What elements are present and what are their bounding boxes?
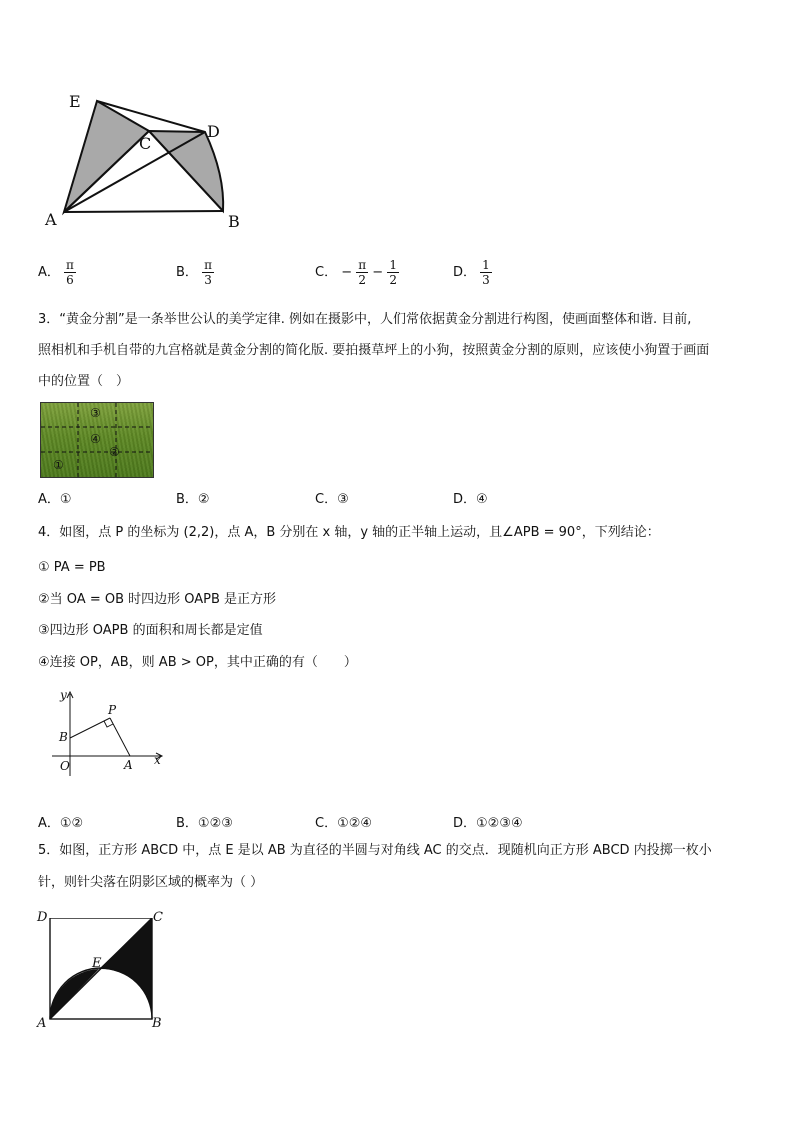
q5-text-line-1: 5．如图，正方形 ABCD 中，点 E 是以 AB 为直径的半圆与对角线 AC 的交点．现随机向正方形 ABCD 内投掷一枚小 [38,843,712,858]
q4-option-b[interactable]: B．①②③ [176,816,233,831]
q5-label-c: C [153,910,163,925]
q2-option-a-fraction: $\frac{\pi}{6}$ [66,258,74,287]
q4-label-x: x [154,753,161,767]
q4-option-c[interactable]: C．①②④ [315,816,373,831]
q2-option-a[interactable]: A． $\frac{\pi}{6}$ [38,258,74,287]
q3-text-line-3: 中的位置（ ） [38,374,130,389]
q4-statement-1: ① PA = PB [38,560,106,575]
q3-marker-2: ② [109,445,120,459]
q4-label-a: A [124,758,133,772]
q4-text-line-1: 4．如图，点 P 的坐标为 (2,2)，点 A，B 分别在 x 轴，y 轴的正半轴上运动，且∠APB = 90°，下列结论： [38,525,660,540]
q2-option-c-fraction-1: $\frac{\pi}{2}$ [358,258,367,287]
q5-label-e: E [92,956,102,971]
q4-statement-4: ④连接 OP，AB，则 AB > OP，其中正确的有（ ） [38,655,357,670]
q5-label-a: A [37,1016,47,1031]
q2-option-b-fraction: $\frac{\pi}{3}$ [204,258,212,287]
q2-label-c: C [139,134,152,153]
q3-option-a[interactable]: A．① [38,492,72,507]
q2-label-d: D [207,122,220,141]
q3-marker-4: ④ [90,432,101,446]
q5-label-b: B [152,1016,162,1031]
q3-marker-3: ③ [90,406,101,420]
q3-option-c[interactable]: C．③ [315,492,349,507]
q2-option-d[interactable]: D． $\frac{1}{3}$ [453,258,490,287]
q2-option-d-fraction: $\frac{1}{3}$ [482,258,490,287]
q3-text-line-2: 照相机和手机自带的九宫格就是黄金分割的简化版. 要拍摄草坪上的小狗，按照黄金分割的原则，应该使小狗置于画面 [38,343,710,358]
q4-statement-2: ②当 OA = OB 时四边形 OAPB 是正方形 [38,592,277,607]
q2-option-b[interactable]: B． $\frac{\pi}{3}$ [176,258,212,287]
q2-shaded-triangle [64,101,152,212]
q2-option-c-fraction-2: $\frac{1}{2}$ [389,258,397,287]
q5-label-d: D [37,910,48,925]
q4-statement-3: ③四边形 OAPB 的面积和周长都是定值 [38,623,263,638]
q2-label-e: E [69,92,81,111]
q2-label-a: A [45,210,57,229]
q4-label-y: y [60,688,67,702]
q2-option-c[interactable]: C． − $\frac{\pi}{2}$ − $\frac{1}{2}$ [315,258,397,287]
q4-option-d[interactable]: D．①②③④ [453,816,523,831]
q4-label-b: B [59,730,68,744]
q5-text-line-2: 针，则针尖落在阴影区域的概率为（ ） [38,875,264,890]
q3-text-line-1: 3．“黄金分割”是一条举世公认的美学定律. 例如在摄影中，人们常依据黄金分割进行构图，使画面整体和谐. 目前, [38,312,692,327]
q2-label-b: B [228,212,240,231]
q3-option-d[interactable]: D．④ [453,492,488,507]
q3-grass-photo [40,402,154,478]
q3-option-b[interactable]: B．② [176,492,210,507]
q4-label-p: P [108,703,117,717]
q4-label-o: O [60,759,70,773]
q3-marker-1: ① [53,458,64,472]
q4-option-a[interactable]: A．①② [38,816,84,831]
